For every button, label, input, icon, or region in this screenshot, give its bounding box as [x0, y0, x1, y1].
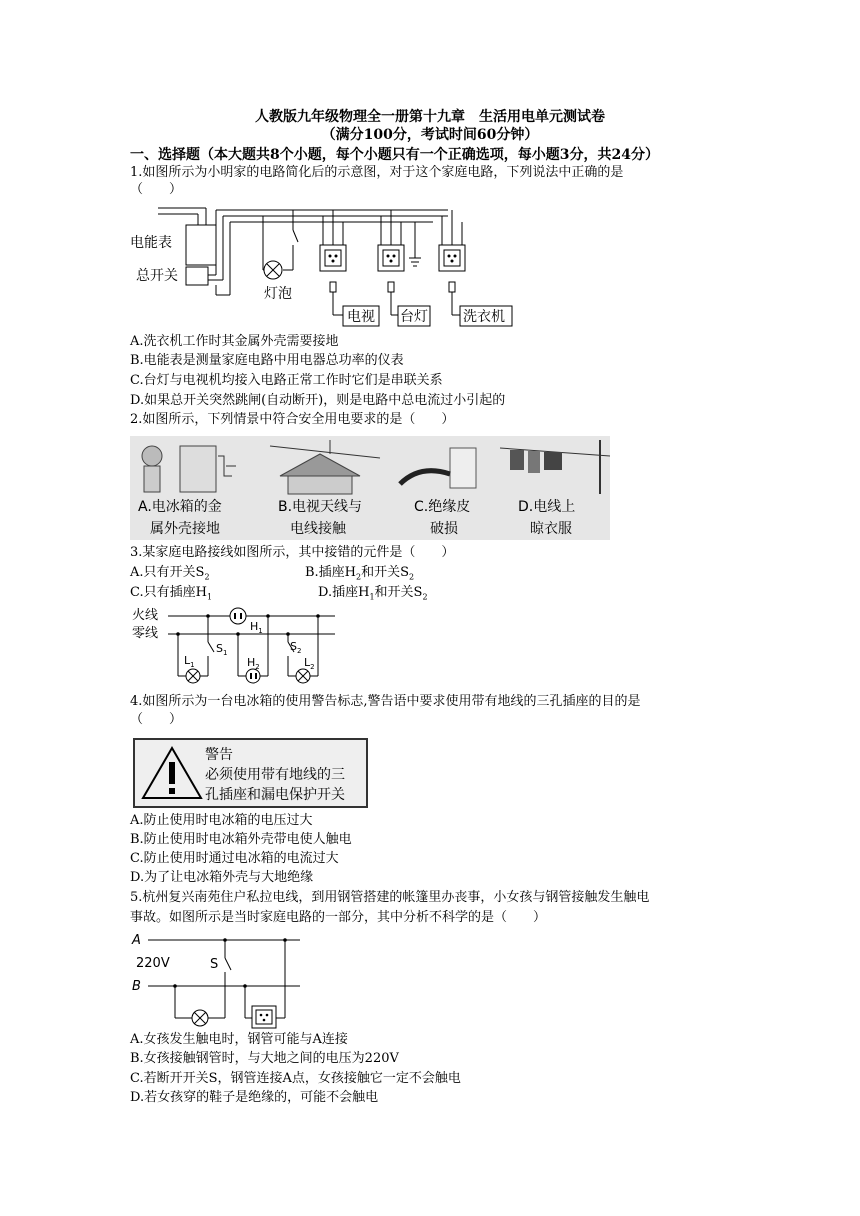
q4-warning-line2: 必须使用带有地线的三: [205, 767, 345, 783]
q5-stem-line2: 事故。如图所示是当时家庭电路的一部分，其中分析不科学的是（ ）: [130, 910, 547, 925]
q3-option-d: D.插座$H_1$和开关$S_2$: [318, 585, 428, 602]
q2-panel-b-caption2: 电线接触: [290, 521, 346, 537]
q5-voltage-label: 220V: [136, 956, 170, 971]
q3-s2-label: $S_2$: [290, 640, 302, 655]
q2-panel-d-caption1: D.电线上: [518, 499, 576, 515]
q1-switch-label: 总开关: [136, 268, 178, 284]
q4-option-d: D.为了让电冰箱外壳与大地绝缘: [130, 870, 314, 885]
q4-warning-title: 警告: [205, 747, 233, 763]
q2-panel-c-caption1: C.绝缘皮: [414, 499, 471, 515]
q2-panel-c-caption2: 破损: [430, 521, 458, 537]
q5-b-label: B: [132, 979, 141, 994]
q3-circuit-diagram: [130, 604, 340, 684]
q3-h1-label: $H_1$: [250, 620, 263, 635]
q1-meter-box: [186, 225, 216, 265]
q2-panel-b-caption1: B.电视天线与: [278, 499, 363, 515]
q5-option-c: C.若断开开关S，钢管连接A点，女孩接触它一定不会触电: [130, 1071, 461, 1086]
q1-washer-label: 洗衣机: [463, 309, 505, 325]
q5-option-d: D.若女孩穿的鞋子是绝缘的，可能不会触电: [130, 1090, 379, 1105]
q3-h2-label: $H_2$: [247, 656, 260, 671]
q1-bulb-label: 灯泡: [264, 286, 292, 302]
q4-warning-line3: 孔插座和漏电保护开关: [205, 787, 345, 803]
q1-circuit-diagram: [128, 200, 528, 330]
q2-stem: 2.如图所示，下列情景中符合安全用电要求的是（ ）: [130, 412, 455, 427]
q1-option-a: A.洗衣机工作时其金属外壳需要接地: [130, 334, 339, 349]
q3-live-label: 火线: [132, 608, 159, 623]
page-title: 人教版九年级物理全一册第十九章 生活用电单元测试卷: [255, 109, 605, 125]
q5-stem-line1: 5.杭州复兴南苑住户私拉电线，到用钢管搭建的帐篷里办丧事，小女孩与钢管接触发生触电: [130, 890, 650, 905]
q3-l2-label: $L_2$: [304, 656, 315, 671]
q4-stem: 4.如图所示为一台电冰箱的使用警告标志,警告语中要求使用带有地线的三孔插座的目的是: [130, 694, 641, 709]
q4-warning-sign: [133, 738, 368, 808]
q5-a-label: A: [132, 933, 141, 948]
q1-switch-box: [186, 267, 208, 285]
q4-option-c: C.防止使用时通过电冰箱的电流过大: [130, 851, 339, 866]
q5-option-b: B.女孩接触钢管时，与大地之间的电压为220V: [130, 1051, 399, 1066]
q1-answer-blank: （ ）: [130, 182, 183, 197]
q1-meter-label: 电能表: [130, 235, 172, 251]
q1-option-c: C.台灯与电视机均接入电路正常工作时它们是串联关系: [130, 373, 443, 388]
q2-panel-a-caption1: A.电冰箱的金: [138, 499, 222, 515]
q2-panel-d-caption2: 晾衣服: [530, 521, 572, 537]
q4-option-b: B.防止使用时电冰箱外壳带电使人触电: [130, 832, 352, 847]
page-subtitle: （满分100分，考试时间60分钟）: [321, 127, 539, 143]
q3-stem: 3.某家庭电路接线如图所示，其中接错的元件是（ ）: [130, 545, 455, 560]
q2-image-strip: [130, 436, 610, 540]
q1-lamp-label: 台灯: [400, 309, 428, 325]
q1-tv-label: 电视: [347, 309, 375, 325]
section-heading: 一、选择题（本大题共8个小题，每个小题只有一个正确选项，每小题3分，共24分）: [130, 147, 659, 163]
q1-option-d: D.如果总开关突然跳闸(自动断开)，则是电路中总电流过小引起的: [130, 393, 506, 408]
q3-option-a: A.只有开关$S_2$: [130, 565, 210, 582]
q2-panel-a-caption2: 属外壳接地: [150, 521, 220, 537]
q3-l1-label: $L_1$: [184, 654, 195, 669]
q5-circuit-diagram: [130, 930, 310, 1030]
q3-neutral-label: 零线: [132, 626, 159, 641]
q1-stem: 1.如图所示为小明家的电路简化后的示意图，对于这个家庭电路，下列说法中正确的是: [130, 165, 624, 180]
q3-option-c: C.只有插座$H_1$: [130, 585, 213, 602]
q5-option-a: A.女孩发生触电时，钢管可能与A连接: [130, 1032, 348, 1047]
q5-switch-label: S: [210, 957, 219, 972]
q3-option-b: B.插座$H_2$和开关$S_2$: [305, 565, 415, 582]
q4-option-a: A.防止使用时电冰箱的电压过大: [130, 813, 313, 828]
q3-s1-label: $S_1$: [216, 642, 228, 657]
q4-answer-blank: （ ）: [130, 712, 183, 727]
q1-option-b: B.电能表是测量家庭电路中用电器总功率的仪表: [130, 353, 404, 368]
